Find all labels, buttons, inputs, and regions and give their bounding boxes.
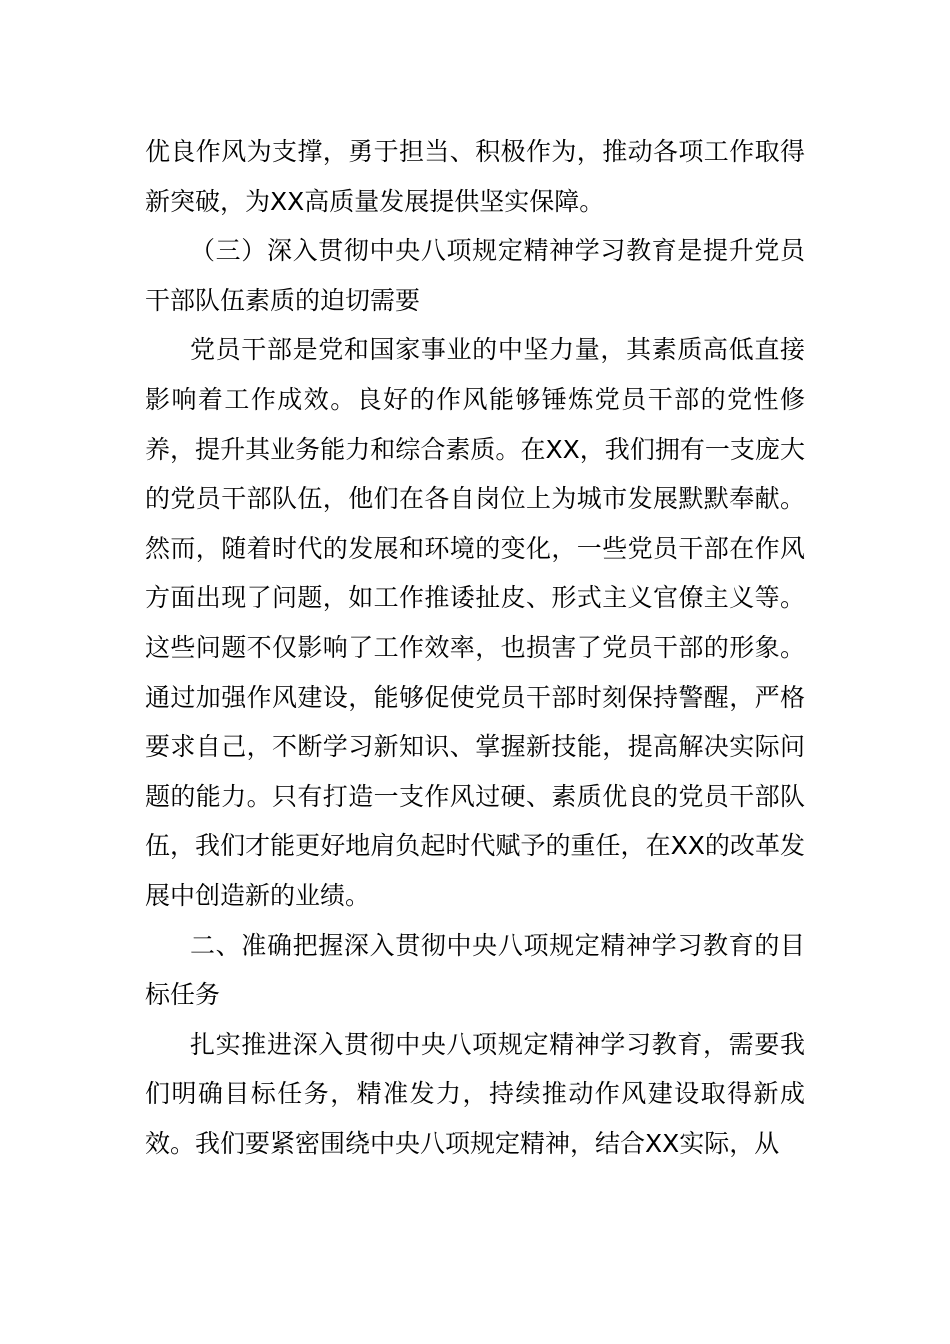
section-heading-3: （三）深入贯彻中央八项规定精神学习教育是提升党员干部队伍素质的迫切需要: [145, 236, 805, 315]
paragraph-cadre-quality: 党员干部是党和国家事业的中坚力量，其素质高低直接影响着工作成效。良好的作风能够锤炼党员干部的党性修养，提升其业务能力和综合素质。在XX，我们拥有一支庞大的党员干部队伍，他们在各自岗位上为城市发展默默奉献。然而，随着时代的发展和环境的变化，一些党员干部在作风方面出现了问题，如工作推诿扯皮、形式主义官僚主义等。这些问题不仅影响了工作效率，也损害了党员干部的形象。通过加强作风建设，能够促使党员干部时刻保持警醒，严格要求自己，不断学习新知识、掌握新技能，提高解决实际问题的能力。只有打造一支作风过硬、素质优良的党员干部队伍，我们才能更好地肩负起时代赋予的重任，在XX的改革发展中创造新的业绩。: [145, 335, 805, 910]
section-heading-2: 二、准确把握深入贯彻中央八项规定精神学习教育的目标任务: [145, 930, 805, 1010]
paragraph-goals: 扎实推进深入贯彻中央八项规定精神学习教育，需要我们明确目标任务，精准发力，持续推动作风建设取得新成效。我们要紧密围绕中央八项规定精神，结合XX实际，从: [145, 1029, 805, 1158]
document-body: [145, 127, 805, 1168]
paragraph-continuation: 优良作风为支撑，勇于担当、积极作为，推动各项工作取得新突破，为XX高质量发展提供坚实保障。: [145, 137, 805, 216]
